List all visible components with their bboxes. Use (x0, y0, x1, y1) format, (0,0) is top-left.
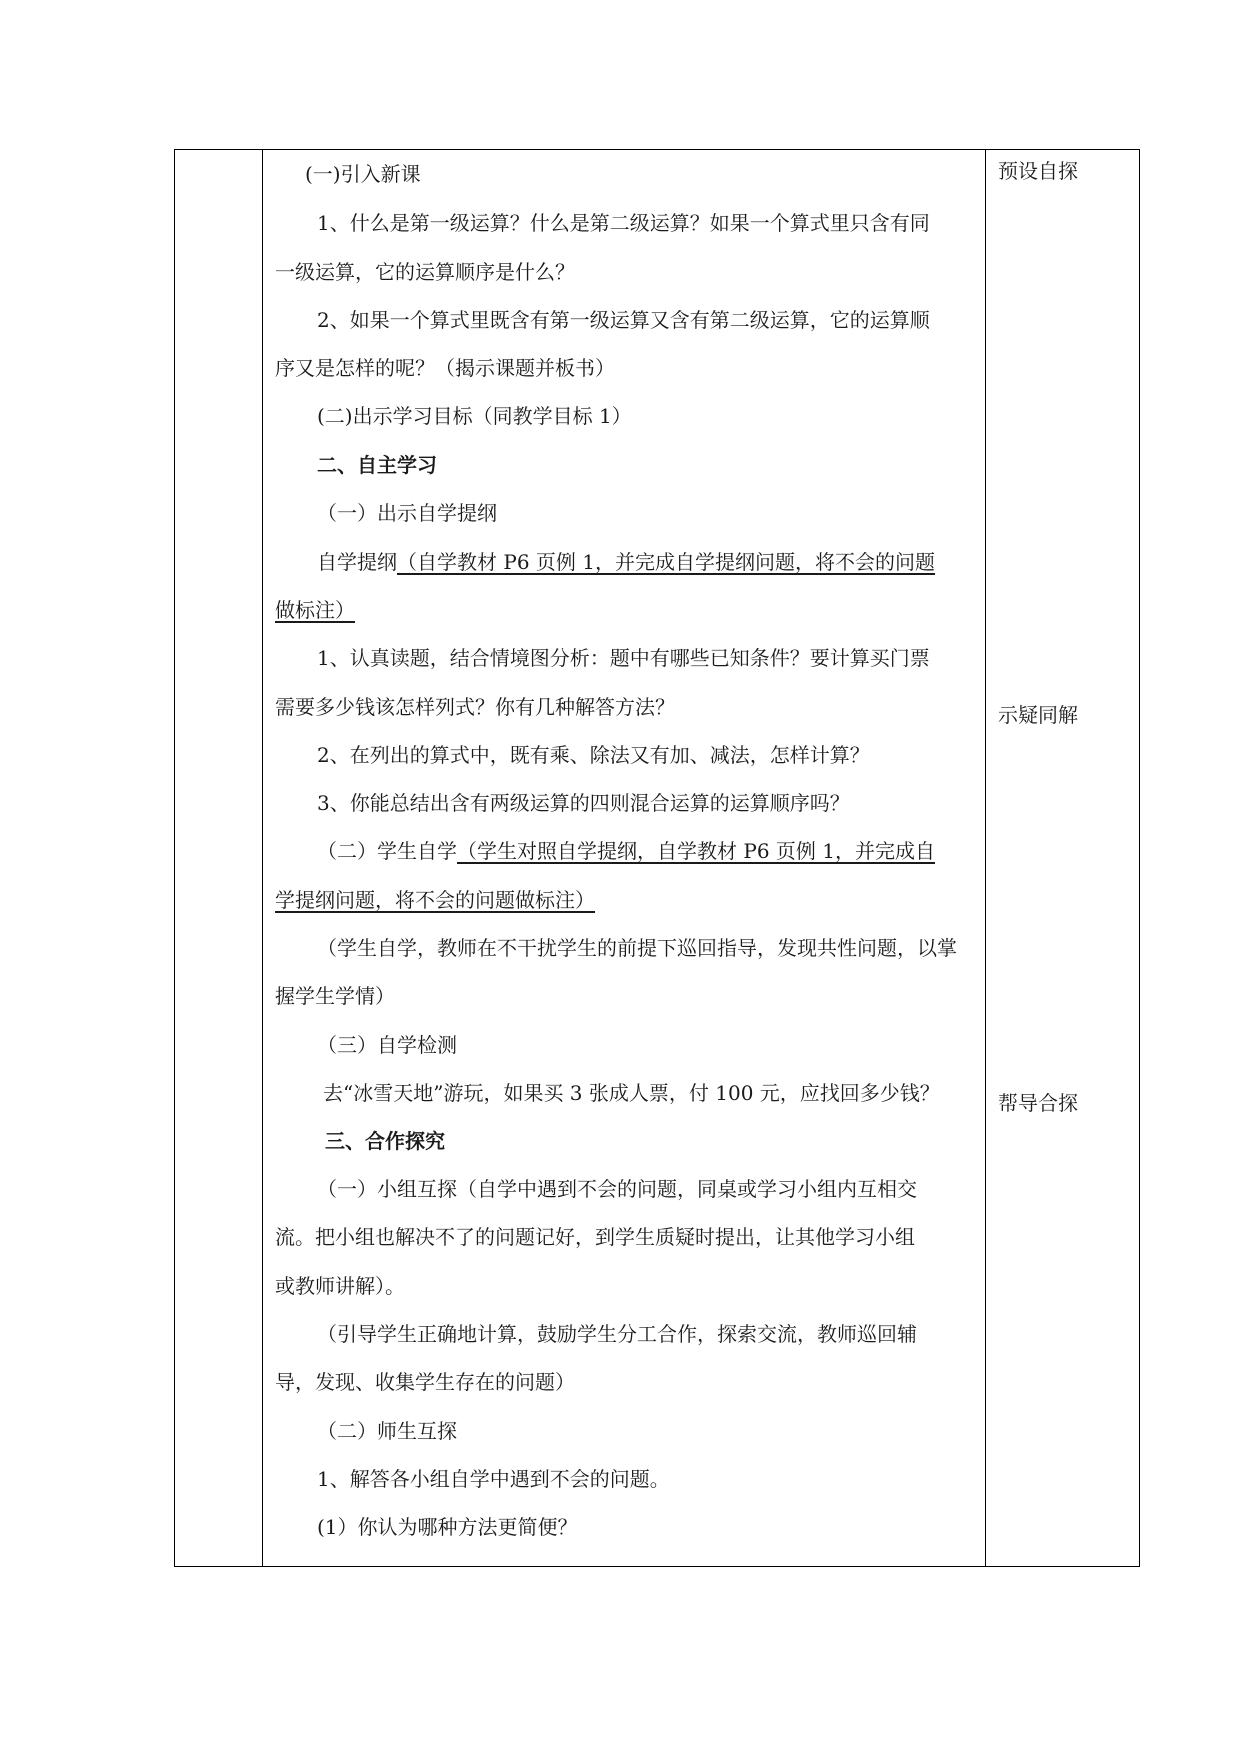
text-line: (1）你认为哪种方法更简便？ (317, 1515, 578, 1539)
section-heading: 三、合作探究 (325, 1129, 445, 1153)
text-line: 序又是怎样的呢？（揭示课题并板书） (275, 356, 615, 380)
side-label-guide: 帮导合探 (998, 1091, 1078, 1115)
text-line: 1、解答各小组自学中遇到不会的问题。 (317, 1467, 670, 1491)
text-line: （二）学生自学（学生对照自学提纲，自学教材 P6 页例 1，并完成自 (317, 839, 935, 863)
text-line: 流。把小组也解决不了的问题记好，到学生质疑时提出，让其他学习小组 (275, 1225, 915, 1249)
side-label-preview: 预设自探 (998, 159, 1078, 183)
lesson-table (174, 149, 1140, 1567)
text-line: (一)引入新课 (305, 162, 421, 186)
text-line: （学生自学，教师在不干扰学生的前提下巡回指导，发现共性问题，以掌 (317, 936, 957, 960)
text-line: 2、在列出的算式中，既有乘、除法又有加、减法，怎样计算？ (317, 743, 870, 767)
text-line: 去“冰雪天地”游玩，如果买 3 张成人票，付 100 元，应找回多少钱？ (323, 1081, 940, 1105)
text-line: 2、如果一个算式里既含有第一级运算又含有第二级运算，它的运算顺 (317, 308, 930, 332)
text-line: （一）小组互探（自学中遇到不会的问题，同桌或学习小组内互相交 (317, 1177, 917, 1201)
text-line: 握学生学情） (275, 984, 395, 1008)
text-line: 需要多少钱该怎样列式？你有几种解答方法？ (275, 695, 675, 719)
text-line: 3、你能总结出含有两级运算的四则混合运算的运算顺序吗？ (317, 791, 850, 815)
text-line: 导，发现、收集学生存在的问题） (275, 1370, 575, 1394)
text-line: 1、什么是第一级运算？什么是第二级运算？如果一个算式里只含有同 (317, 211, 930, 235)
text-line: 学提纲问题，将不会的问题做标注） (275, 888, 595, 912)
text-line: （一）出示自学提纲 (317, 501, 497, 525)
side-label-question: 示疑同解 (998, 703, 1078, 727)
text-line: 1、认真读题，结合情境图分析：题中有哪些已知条件？要计算买门票 (317, 646, 930, 670)
text-line: 一级运算，它的运算顺序是什么？ (275, 260, 575, 284)
text-line: （三）自学检测 (317, 1033, 457, 1057)
text-line: (二)出示学习目标（同教学目标 1） (317, 404, 632, 428)
text-line: （二）师生互探 (317, 1419, 457, 1443)
column-divider-left (262, 150, 263, 1566)
text-line: 或教师讲解）。 (275, 1274, 405, 1298)
section-heading: 二、自主学习 (317, 453, 437, 477)
text-line: （引导学生正确地计算，鼓励学生分工合作，探索交流，教师巡回辅 (317, 1322, 917, 1346)
text-line: 自学提纲（自学教材 P6 页例 1，并完成自学提纲问题，将不会的问题 (317, 550, 935, 574)
text-line: 做标注） (275, 598, 355, 622)
